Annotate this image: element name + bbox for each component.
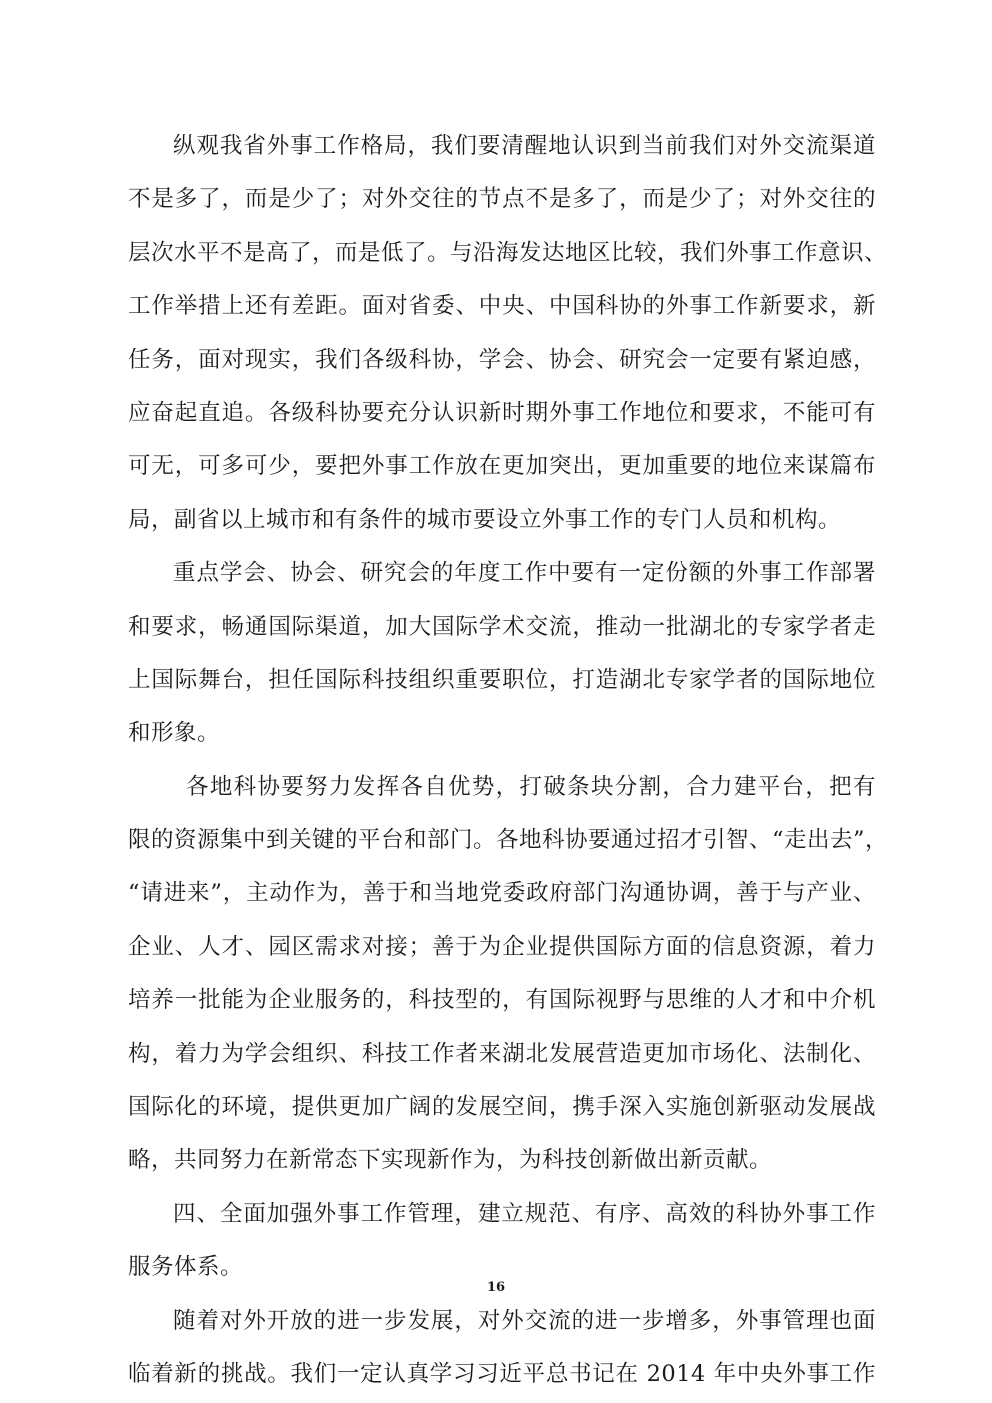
text-line: 培养一批能为企业服务的，科技型的，有国际视野与思维的人才和中介机 xyxy=(128,987,876,1014)
text-line: 不是多了，而是少了；对外交往的节点不是多了，而是少了；对外交往的 xyxy=(128,186,876,213)
text-line: 企业、人才、园区需求对接；善于为企业提供国际方面的信息资源，着力 xyxy=(128,933,876,960)
text-line: 层次水平不是高了，而是低了。与沿海发达地区比较，我们外事工作意识、 xyxy=(128,239,888,266)
text-line: 服务体系。 xyxy=(128,1254,244,1281)
text-line: 上国际舞台，担任国际科技组织重要职位，打造湖北专家学者的国际地位 xyxy=(128,666,876,693)
page-number: 16 xyxy=(486,1280,506,1295)
text-line: 局，副省以上城市和有条件的城市要设立外事工作的专门人员和机构。 xyxy=(128,506,842,533)
text-line: “请进来”，主动作为，善于和当地党委政府部门沟通协调，善于与产业、 xyxy=(128,880,876,907)
text-line: 略，共同努力在新常态下实现新作为，为科技创新做出新贡献。 xyxy=(128,1147,773,1174)
text-line: 可无，可多可少，要把外事工作放在更加突出，更加重要的地位来谋篇布 xyxy=(128,453,876,480)
text-line: 四、全面加强外事工作管理，建立规范、有序、高效的科协外事工作 xyxy=(173,1200,876,1227)
text-line: 重点学会、协会、研究会的年度工作中要有一定份额的外事工作部署 xyxy=(173,560,876,587)
text-line: 和形象。 xyxy=(128,720,221,747)
text-line: 各地科协要努力发挥各自优势，打破条块分割，合力建平台，把有 xyxy=(186,773,876,800)
text-line: 国际化的环境，提供更加广阔的发展空间，携手深入实施创新驱动发展战 xyxy=(128,1094,876,1121)
body-text xyxy=(128,120,889,1401)
text-line: 和要求，畅通国际渠道，加大国际学术交流，推动一批湖北的专家学者走 xyxy=(128,613,876,640)
text-line: 任务，面对现实，我们各级科协，学会、协会、研究会一定要有紧迫感， xyxy=(128,346,876,373)
text-line: 纵观我省外事工作格局，我们要清醒地认识到当前我们对外交流渠道 xyxy=(173,133,876,159)
text-line: 临着新的挑战。我们一定认真学习习近平总书记在 2014 年中央外事工作 xyxy=(128,1360,876,1387)
text-line: 工作举措上还有差距。面对省委、中央、中国科协的外事工作新要求，新 xyxy=(128,293,876,320)
text-line: 限的资源集中到关键的平台和部门。各地科协要通过招才引智、“走出去”， xyxy=(128,827,889,854)
text-line: 随着对外开放的进一步发展，对外交流的进一步增多，外事管理也面 xyxy=(173,1307,876,1334)
text-line: 应奋起直追。各级科协要充分认识新时期外事工作地位和要求，不能可有 xyxy=(128,399,876,426)
text-line: 构，着力为学会组织、科技工作者来湖北发展营造更加市场化、法制化、 xyxy=(128,1040,876,1067)
